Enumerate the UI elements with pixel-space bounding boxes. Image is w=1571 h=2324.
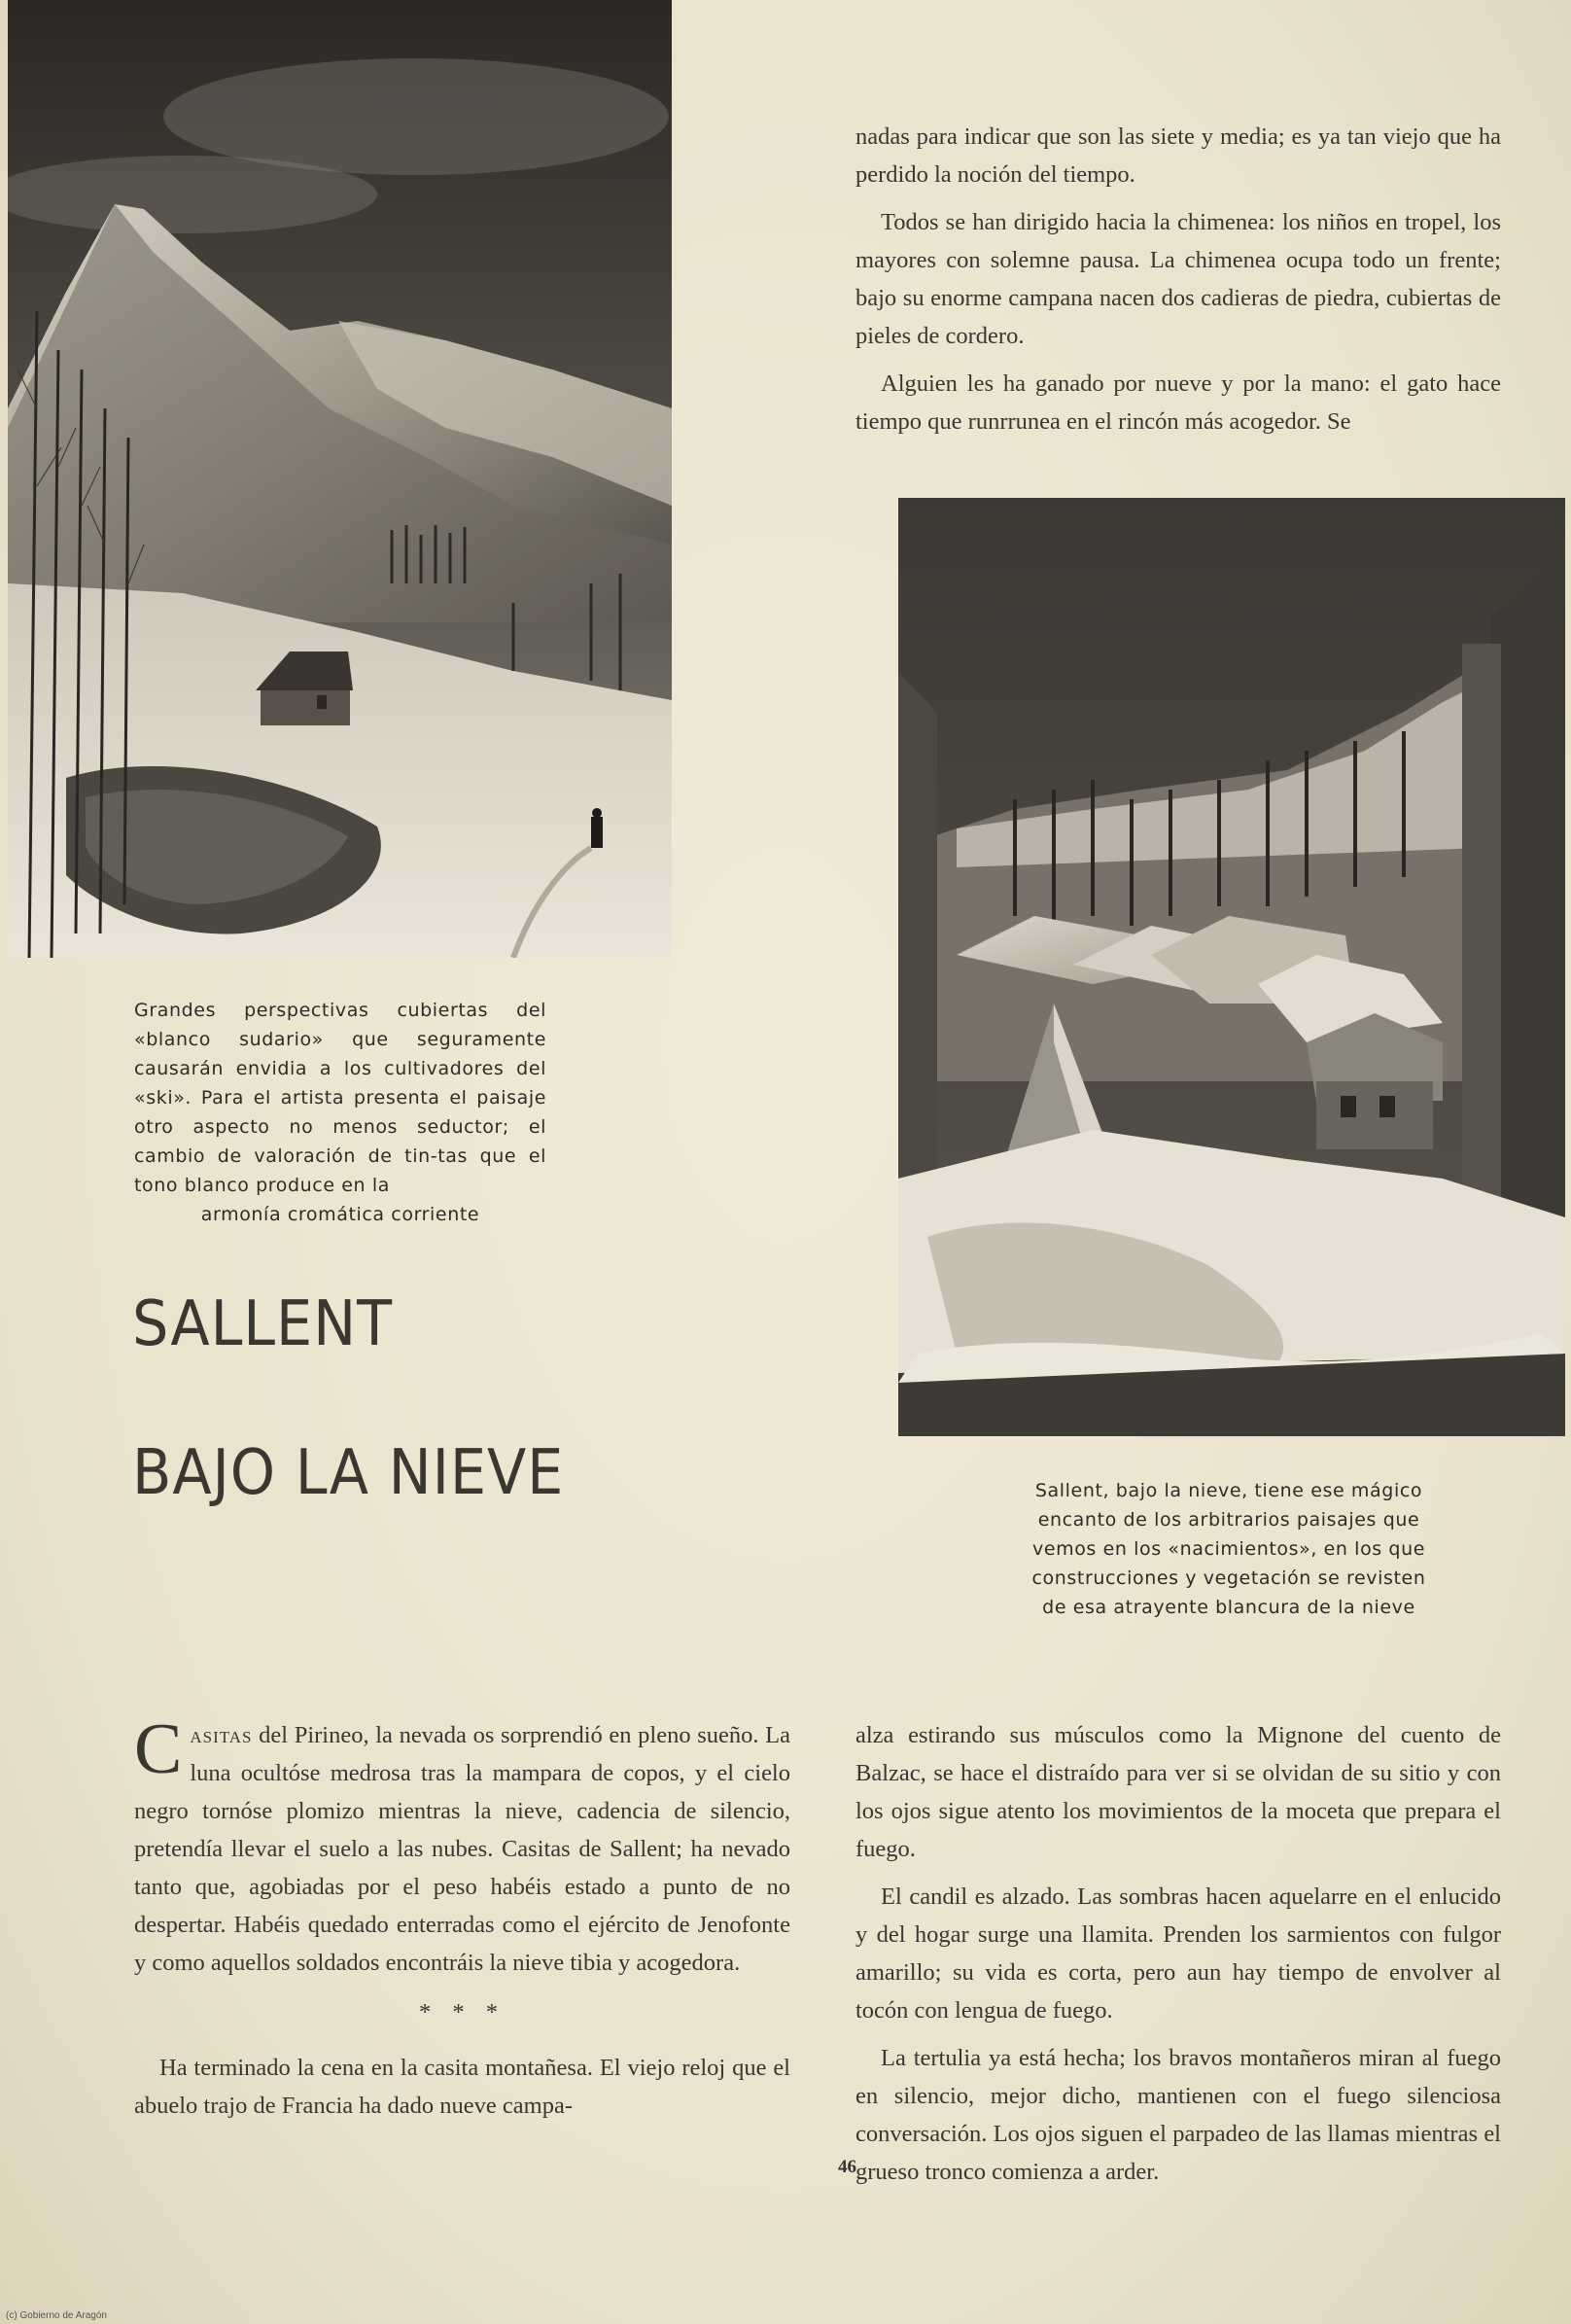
copyright-notice: (c) Gobierno de Aragón: [6, 2310, 107, 2321]
article-title-line1: SALLENT: [132, 1288, 394, 1360]
paragraph: alza estirando sus músculos como la Mignone del cuento de Balzac, se hace el distraído para ver si se olvidan de su sitio y con los ojos sigue atento los movimientos de la moceta que prepara el fuego.: [855, 1722, 1501, 1862]
paragraph: El candil es alzado. Las sombras hacen aquelarre en el enlucido y del hogar surge una llamita. Prenden los sarmientos con fulgor amarillo; su vida es corta, pero aun hay tiempo de envolver al tocón con lengua de fuego.: [855, 1884, 1501, 2024]
photo-village-graphic: [898, 498, 1565, 1436]
caption-text: Grandes perspectivas cubiertas del «blanco sudario» que seguramente causarán envidia a los cultivadores del «ski». Para el artista presenta el paisaje otro aspecto no menos seductor; el cambio de valoración de tin-tas que el tono blanco produce en la: [134, 1000, 546, 1196]
article-column-right-bottom: [855, 1716, 1501, 2201]
small-caps-word: asitas: [190, 1722, 253, 1748]
photo-village-snow: [898, 498, 1565, 1436]
article-column-left-bottom: [134, 1709, 790, 2134]
section-divider: * * *: [419, 1999, 506, 2025]
caption-last-line: armonía cromática corriente: [200, 1204, 480, 1225]
paragraph: Todos se han dirigido hacia la chimenea: los niños en tropel, los mayores con solemne pausa. La chimenea ocupa todo un frente; bajo su enorme campana nacen dos cadieras de piedra, cubiertas de pieles de cordero.: [855, 209, 1501, 349]
article-column-right-top: [855, 118, 1501, 450]
paragraph: Alguien les ha ganado por nueve y por la mano: el gato hace tiempo que runrrunea en el rincón más acogedor. Se: [855, 370, 1501, 435]
photo-mountain-valley: [8, 0, 672, 958]
paragraph: La tertulia ya está hecha; los bravos montañeros miran al fuego en silencio, mejor dicho, mantienen con el fuego silenciosa conversación. Los ojos siguen el parpadeo de las llamas mientras el grueso tronco comienza a arder.: [855, 2045, 1501, 2185]
drop-cap: C: [134, 1709, 183, 1789]
photo-caption-left: [134, 996, 546, 1229]
paragraph-text: del Pirineo, la nevada os sorprendió en pleno sueño. La luna ocultóse medrosa tras la mampara de copos, y el cielo negro tornóse plomizo mientras la nieve, cadencia de silencio, pretendía llevar el suelo a las nubes. Casitas de Sallent; ha nevado tanto que, agobiadas por el peso habéis estado a punto de no despertar. Habéis quedado enterradas como el ejército de Jenofonte y como aquellos soldados encontráis la nieve tibia y acogedora.: [134, 1722, 790, 1976]
photo-mountain-graphic: [8, 0, 672, 958]
article-title-line2: BAJO LA NIEVE: [132, 1437, 565, 1509]
page-number: 46: [838, 2157, 856, 2177]
paragraph: nadas para indicar que son las siete y media; es ya tan viejo que ha perdido la noción del tiempo.: [855, 123, 1501, 188]
photo-caption-right: Sallent, bajo la nieve, tiene ese mágico encanto de los arbitrarios paisajes que vemos en los «nacimientos», en los que construcciones y vegetación se revisten de esa atrayente blancura de la nieve: [1031, 1480, 1426, 1618]
paragraph: Ha terminado la cena en la casita montañesa. El viejo reloj que el abuelo trajo de Francia ha dado nueve campa-: [134, 2055, 790, 2119]
paragraph-opening: [134, 1709, 790, 1982]
